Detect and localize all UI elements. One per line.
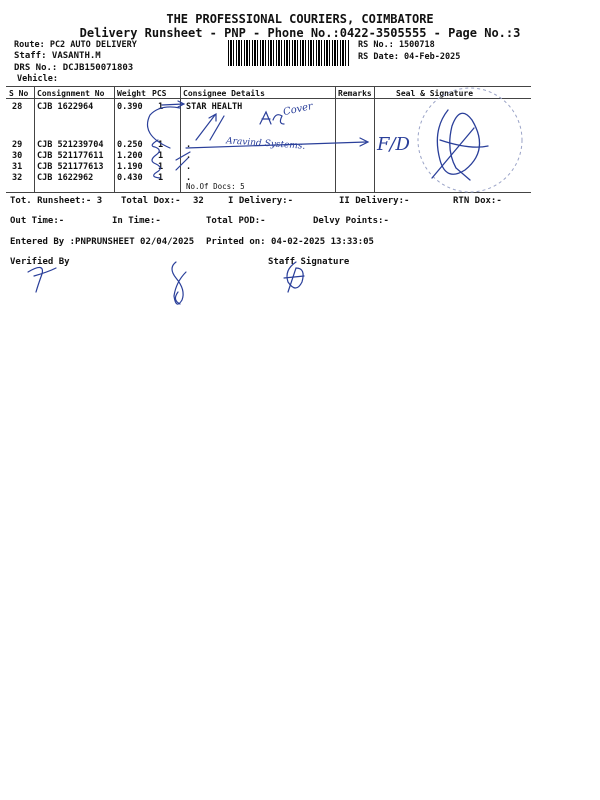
table-row-weight: 0.430 [117, 173, 143, 183]
drs-number: DRS No.: DCJB150071803 [14, 63, 134, 73]
table-row-consignee: STAR HEALTH [186, 102, 243, 112]
col-divider [114, 86, 115, 192]
col-divider [374, 86, 375, 192]
total-dox-value: 32 [193, 196, 204, 206]
table-row-consignment: CJB 521177611 [37, 151, 104, 161]
total-dox-label: Total Dox:- [121, 196, 181, 206]
total-pod: Total POD:- [206, 216, 266, 226]
table-bottom-border [6, 192, 531, 193]
linking-curve [148, 107, 181, 148]
table-row-weight: 0.390 [117, 102, 143, 112]
header-consignee: Consignee Details [183, 89, 265, 98]
table-row-consignee: . [186, 162, 192, 172]
header-remarks: Remarks [338, 89, 372, 98]
table-row-consignee: . [186, 151, 192, 161]
table-row-consignment: CJB 1622962 [37, 173, 94, 183]
i-delivery: I Delivery:- [228, 196, 294, 206]
table-row-pcs: 1 [158, 173, 164, 183]
handwritten-aravind-systems: Aravind Systems. [225, 136, 306, 152]
rs-date: RS Date: 04-Feb-2025 [358, 52, 461, 62]
col-divider [180, 86, 181, 192]
seal-signature [437, 110, 479, 180]
company-title: THE PROFESSIONAL COURIERS, COIMBATORE [166, 12, 434, 26]
table-row-pcs: 1 [158, 140, 164, 150]
table-row-pcs: 1 [158, 162, 164, 172]
arrow-stroke [210, 116, 224, 140]
table-row-consignee: . [186, 173, 192, 183]
delvy-points: Delvy Points:- [313, 216, 389, 226]
tot-runsheet: Tot. Runsheet:- 3 [10, 196, 103, 206]
printed-on: Printed on: 04-02-2025 13:33:05 [206, 237, 374, 247]
arrow-head [178, 101, 184, 107]
table-row-weight: 1.190 [117, 162, 143, 172]
table-header-border [6, 98, 531, 99]
table-row-consignee: . [186, 140, 192, 150]
table-row-sno: 31 [12, 162, 23, 172]
barcode [228, 40, 350, 66]
out-time: Out Time:- [10, 216, 65, 226]
table-row-weight: 0.250 [117, 140, 143, 150]
table-row-pcs: 1 [158, 151, 164, 161]
middle-signature [175, 292, 180, 304]
table-row-sno: 30 [12, 151, 23, 161]
rtn-dox: RTN Dox:- [453, 196, 502, 206]
table-row-consignment: CJB 521239704 [37, 140, 104, 150]
seal-signature [432, 128, 474, 178]
in-time: In Time:- [112, 216, 161, 226]
table-row-consignment: CJB 1622964 [37, 102, 94, 112]
no-of-docs: No.Of Docs: 5 [186, 182, 245, 191]
handwritten-mark [260, 112, 271, 124]
arrow-head [209, 114, 216, 121]
col-divider [34, 86, 35, 192]
table-row-pcs: 1 [158, 102, 164, 112]
staff-signature: Staff Signature [268, 257, 350, 267]
vehicle-info: Vehicle: [17, 74, 58, 84]
verified-by: Verified By [10, 257, 70, 267]
staff-info: Staff: VASANTH.M [14, 51, 101, 61]
verified-signature [28, 267, 56, 292]
route-info: Route: PC2 AUTO DELIVERY [14, 40, 137, 50]
table-row-weight: 1.200 [117, 151, 143, 161]
seal-signature [440, 140, 488, 147]
ii-delivery: II Delivery:- [339, 196, 410, 206]
middle-signature [172, 262, 186, 304]
col-divider [335, 86, 336, 192]
header-pcs: PCS [152, 89, 167, 98]
handwritten-fd: F/D [377, 134, 410, 155]
runsheet-title: Delivery Runsheet - PNP - Phone No.:0422-3505555 - Page No.:3 [79, 26, 521, 40]
entered-by: Entered By :PNPRUNSHEET 02/04/2025 [10, 237, 195, 247]
table-row-sno: 29 [12, 140, 23, 150]
arrow-head [360, 138, 368, 146]
table-row-consignment: CJB 521177613 [37, 162, 104, 172]
handwritten-mark [273, 115, 284, 124]
seal-stamp [418, 88, 522, 192]
header-seal: Seal & Signature [396, 89, 474, 98]
header-weight: Weight [117, 89, 146, 98]
header-consignment: Consignment No [37, 89, 105, 98]
header-sno: S No [9, 89, 29, 98]
handwritten-cover: Cover [282, 100, 314, 119]
staff-signature-mark [284, 276, 304, 278]
table-row-sno: 28 [12, 102, 23, 112]
table-top-border [6, 86, 531, 87]
arrow-stroke [196, 115, 215, 140]
rs-number: RS No.: 1500718 [358, 40, 435, 50]
table-row-sno: 32 [12, 173, 23, 183]
